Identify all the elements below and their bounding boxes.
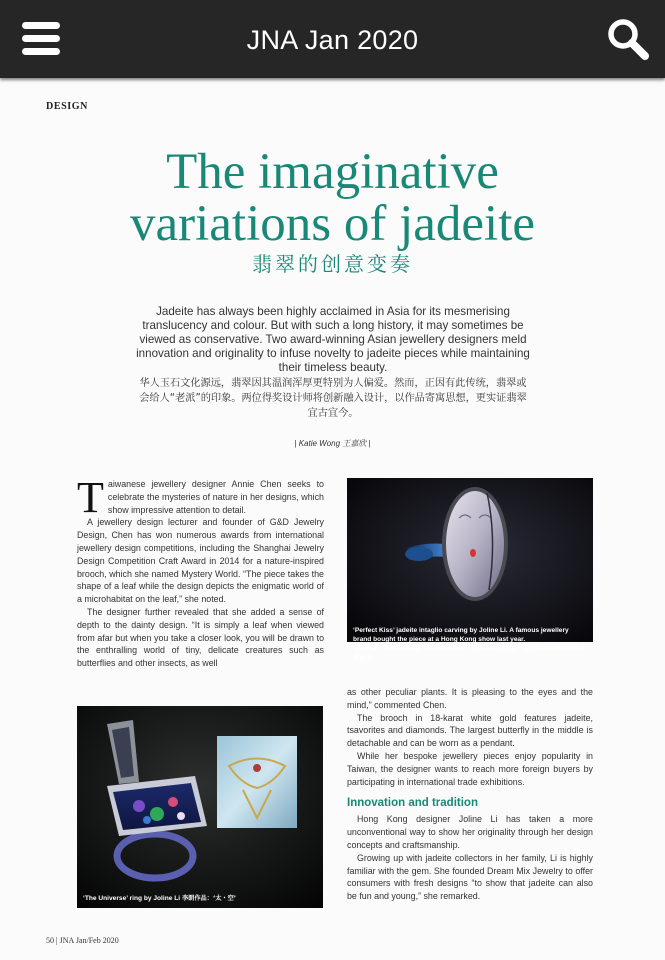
app-title: JNA Jan 2020: [246, 25, 419, 55]
magazine-page[interactable]: [0, 78, 665, 960]
subheading: Innovation and tradition: [347, 797, 478, 810]
hamburger-icon-bar: [22, 48, 60, 55]
app-bar: [0, 0, 665, 78]
photo-perfect-kiss-ring: [347, 478, 593, 642]
menu-button[interactable]: [22, 22, 60, 56]
universe-ring-image: [77, 706, 323, 908]
paragraph-3-continued: as other peculiar plants. It is pleasing to the eyes and the mind,” commented Chen.: [347, 687, 593, 710]
paragraph-6: Hong Kong designer Joline Li has taken a more unconventional way to show her originality through her design concepts and craftsmanship.: [347, 814, 593, 850]
caption-perfect-kiss-chinese: 李朗的另一翡翠雕刻作品‘Perfect Kiss’，在去年展会上被一著名珠宝品牌的创意总监购走: [353, 645, 586, 662]
paragraph-1-text: aiwanese jewellery designer Annie Chen seeks to celebrate the mysteries of nature in her designs, which show impressive attention to detail.: [107, 479, 324, 515]
paragraph-4: The brooch in 18-karat white gold features jadeite, tsavorites and diamonds. The largest butterfly in the middle is detachable and can be worn as a pendant.: [347, 712, 593, 749]
photo-universe-ring: [77, 706, 323, 908]
search-icon: [606, 17, 650, 61]
section-label: DESIGN: [46, 101, 88, 112]
paragraph-1: [77, 473, 324, 522]
caption-perfect-kiss-english: ‘Perfect Kiss’ jadeite intaglio carving by Joline Li. A famous jewellery brand bought the piece at a Hong Kong show last year.: [353, 627, 569, 644]
paragraph-7: Growing up with jadeite collectors in her family, Li is highly familiar with the gem. She founded Dream Mix Jewelry to offer consumers with fresh designs “to show that jadeite can also be fun and young,” she remarked.: [347, 852, 593, 902]
intro-chinese: 华人玉石文化源远，翡翠因其温润浑厚更特别为人偏爱。然而，正因有此传统，翡翠或会给人“老派”的印象。两位得奖设计师将创新融入设计，以作品寄寓思想，更实证翡翠宜古宜今。: [139, 378, 527, 419]
article-title-line1: The imaginative: [166, 144, 499, 200]
paragraph-5: While her bespoke jewellery pieces enjoy popularity in Taiwan, the designer wants to reach more foreign buyers by participating in international trade exhibitions.: [347, 750, 593, 787]
intro-english: Jadeite has always been highly acclaimed in Asia for its mesmerising translucency and colour. But with such a long history, it may sometimes be viewed as conservative. Two award-winning Asian jewellery designers meld innovation and originality to infuse novelty to jadeite pieces while maintaining their timeless beauty.: [136, 305, 530, 374]
search-button[interactable]: [606, 17, 650, 61]
caption-universe-chinese: 李朗作品：‘太・空’: [181, 895, 237, 902]
paragraph-2: A jewellery design lecturer and founder of G&D Jewelry Design, Chen has won numerous awards from international jewellery design competitions, including the Shanghai Jewelry Design Competition Craft Award in 2014 for a nature-inspired brooch, which she named Mystery World. “The piece takes the shape of a leaf while the design depicts the enigmatic world of a microhabitat on the leaf,” she noted.: [77, 517, 324, 605]
page-folio: 50 | JNA Jan/Feb 2020: [46, 936, 119, 945]
perfect-kiss-ring-image: [347, 478, 593, 642]
hamburger-icon-bar: [22, 35, 60, 42]
left-column: [77, 473, 324, 670]
byline: | Katie Wong 王嘉欣 |: [294, 439, 371, 448]
drop-cap: T: [77, 473, 104, 522]
hamburger-icon: [22, 22, 60, 29]
caption-universe-english: ‘The Universe’ ring by Joline Li: [83, 895, 181, 902]
right-column: [347, 686, 593, 903]
caption-perfect-kiss: [347, 623, 593, 671]
paragraph-3: The designer further revealed that she added a sense of depth to the dainty design. “It is simply a leaf when viewed from afar but when you take a closer look, you will be drawn to the enthralling world of tiny, delicate creatures such as butterflies and other insects, as well: [77, 606, 324, 669]
article-title-line2: variations of jadeite: [129, 196, 535, 252]
caption-universe-ring: [83, 893, 323, 902]
article-title-chinese: 翡翠的创意变奏: [252, 252, 413, 276]
